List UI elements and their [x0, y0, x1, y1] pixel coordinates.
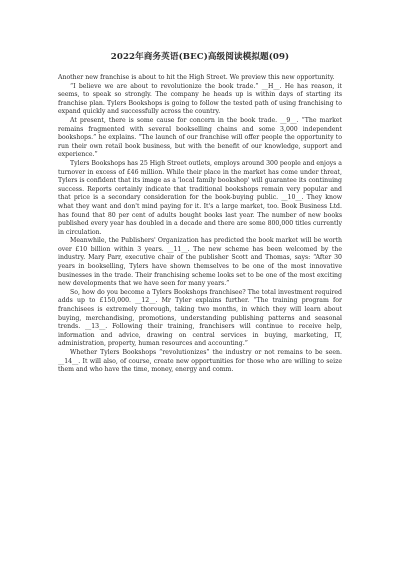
- paragraph-5: So, how do you become a Tylers Bookshops franchisee? The total investment required adds up to £150,000. __12__. Mr Tyler explains further. “The training program for franchisees is extremely thorough, taking two months, in which they will learn about buying, merchandising, promotions, understanding publishing patterns and seasonal trends. __13__. Following their training, franchisers will continue to receive help, information and advice, drawing on central services in buying, marketing, IT, administration, property, human resources and accounting.”: [58, 288, 342, 348]
- paragraph-intro: Another new franchise is about to hit the High Street. We preview this new opportunity.: [58, 74, 335, 81]
- paragraph-3: Tylers Bookshops has 25 High Street outlets, employs around 300 people and enjoys a turnover in excess of £46 million. While their place in the market has come under threat, Tylers is confident that its image as a 'local family bookshop' will guarantee its continuing success. Reports certainly indicate that traditional bookshops remain very popular and that price is a secondary consideration for the book-buying public. __10__. They know what they want and don't mind paying for it. It's a large market, too. Book Business Ltd. has found that 80 per cent of adults bought books last year. The number of new books published every year has doubled in a decade and there are some 800,000 titles currently in circulation.: [58, 159, 342, 236]
- paragraph-4: Meanwhile, the Publishers' Organization has predicted the book market will be worth over £10 billion within 3 years. __11__. The new scheme has been welcomed by the industry. Mary Parr, executive chair of the publisher Scott and Thomas, says: “After 30 years in bookselling, Tylers have shown themselves to be one of the most innovative businesses in the trade. Their franchising scheme looks set to be one of the most exciting new developments that we have seen for many years.”: [58, 237, 342, 288]
- document-body: [58, 74, 342, 375]
- paragraph-6: Whether Tylers Bookshops “revolutionizes” the industry or not remains to be seen. __14__. It will also, of course, create new opportunities for those who are willing to seize them and who have the time, money, energy and comm.: [58, 349, 342, 374]
- paragraph-1: “I believe we are about to revolutionize the book trade.” __H__. He has reason, it seems, to speak so strongly. The company he heads up is within days of starting its franchise plan. Tylers Bookshops is going to follow the tested path of using franchising to expand quickly and successfully across the country.: [58, 82, 342, 116]
- paragraph-2: At present, there is some cause for concern in the book trade. __9__. “The market remains fragmented with several bookselling chains and some 3,000 independent bookshops.” he explains. “The launch of our franchise will offer people the opportunity to run their own retail book business, but with the benefit of our knowledge, support and experience.”: [58, 116, 342, 159]
- document-title: 2022年商务英语(BEC)高级阅读模拟题(09): [110, 52, 290, 62]
